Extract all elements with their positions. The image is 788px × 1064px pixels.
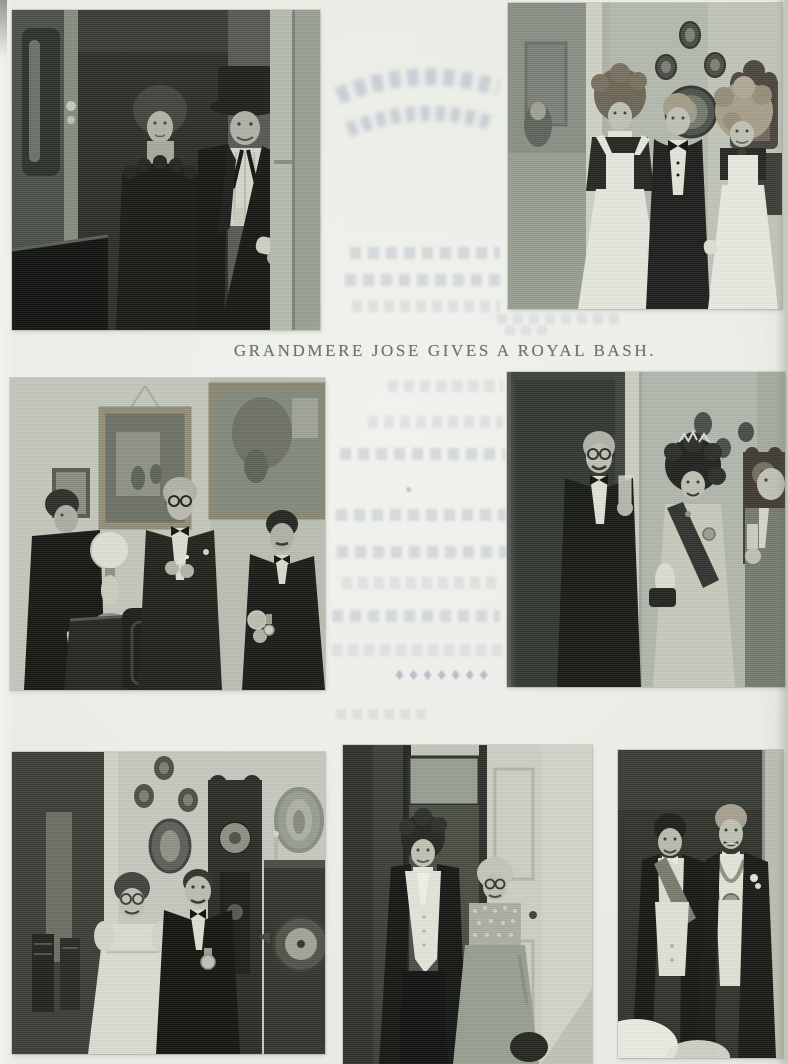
photo-top-right	[508, 3, 782, 309]
photo-bottom-middle-image	[343, 745, 592, 1064]
photo-bottom-right	[618, 750, 783, 1058]
photo-bottom-right-image	[618, 750, 783, 1058]
bleedthrough-text-line	[350, 247, 500, 259]
bleedthrough-text-line	[342, 577, 502, 589]
bleedthrough-text-line	[352, 300, 500, 312]
bleedthrough-text-line	[336, 709, 426, 719]
bleedthrough-text-line	[337, 546, 507, 558]
photo-top-left-image	[12, 10, 320, 330]
bleedthrough-text-line	[497, 314, 622, 324]
photo-middle-right	[507, 372, 785, 687]
photo-middle-left	[10, 378, 325, 690]
bleedthrough-text-line	[388, 380, 503, 392]
photo-bottom-left	[12, 752, 325, 1054]
bleedthrough-text-line	[332, 644, 507, 656]
page-edge-shadow	[776, 0, 788, 1064]
bleedthrough-masthead	[326, 44, 510, 140]
bleedthrough-mark	[406, 487, 411, 492]
photo-middle-left-image	[10, 378, 325, 690]
bleedthrough-text-line	[340, 448, 505, 460]
bleedthrough-text-line	[345, 274, 505, 286]
photo-top-right-image	[508, 3, 782, 309]
photo-middle-right-image	[507, 372, 785, 687]
photo-top-left	[12, 10, 320, 330]
photo-bottom-left-image	[12, 752, 325, 1054]
bleedthrough-text-line	[336, 509, 506, 521]
photo-bottom-middle	[343, 745, 592, 1064]
bleedthrough-text-line	[505, 326, 550, 335]
photo-caption: GRANDMERE JOSE GIVES A ROYAL BASH.	[233, 341, 657, 360]
bleedthrough-text-line	[332, 610, 500, 622]
bleedthrough-text-line	[368, 416, 503, 428]
scan-corner-mark	[0, 0, 7, 58]
bleedthrough-ornament-row: ♦♦♦♦♦♦♦	[391, 668, 490, 684]
